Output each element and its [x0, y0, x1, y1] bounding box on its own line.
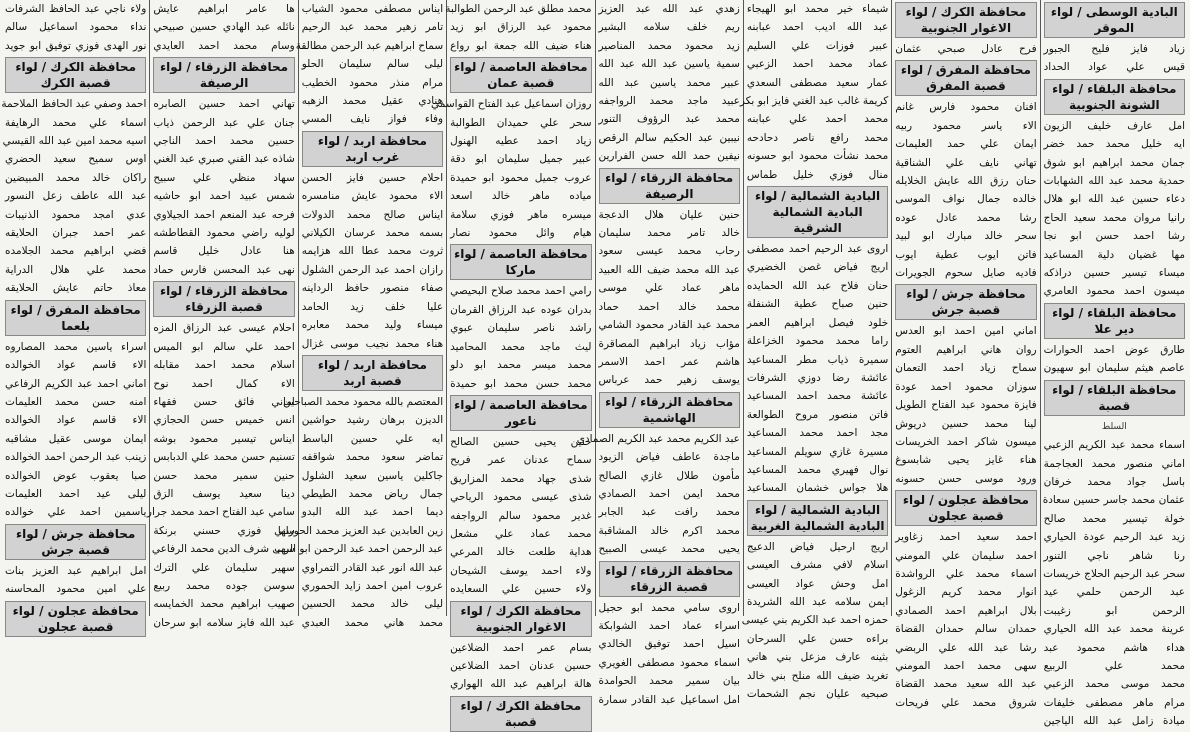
name-entry: دعاء حسين عبد الله ابو هلال	[1043, 193, 1185, 206]
name-entry: طارق عوض احمد الحوارات	[1043, 343, 1185, 356]
name-entry: مرام منذر محمود الخطيب	[301, 76, 444, 89]
name-entry: ميسره ماهر فوزي سلامة	[450, 208, 592, 221]
name-entry: حنان رزق الله عايش الخلايله	[895, 175, 1037, 188]
name-entry: ثروت محمد عطا الله هزايمه	[301, 245, 444, 258]
name-entry: تهاني احمد حسين الصابره	[153, 98, 295, 111]
name-entry: اسراء عماد احمد الشوابكة	[598, 619, 740, 632]
name-entry: اسيل احمد توفيق الخالدي	[598, 638, 740, 651]
name-entry: بلال ابراهيم احمد الصمادي	[895, 604, 1037, 617]
name-entry: رنا شاهر ناجي التنور	[1043, 549, 1185, 562]
name-entry: رانيا مروان محمد سعيد الحاج	[1043, 211, 1185, 224]
region-header: محافظة العاصمة / لواء ناعور	[450, 395, 591, 431]
name-entry: علي امين محمود المحاسنه	[5, 583, 147, 596]
name-entry: محمد احمد علي عبابنه	[746, 113, 889, 126]
name-entry: عدي امجد محمود الذنيبات	[5, 208, 147, 221]
name-entry: ولاء ناجي عبد الحافظ الشرفات	[5, 3, 147, 15]
name-entry: اروى عبد الرحيم احمد مصطفى	[746, 243, 889, 256]
name-entry: خالد تامر محمد سليمان	[598, 227, 740, 240]
name-entry: ايه خليل محمد حمد خضر	[1043, 138, 1185, 151]
name-entry: مأمون طلال غازي الصالح	[598, 469, 740, 482]
name-entry: هناء ضيف الله جمعة ابو رواع	[450, 39, 592, 52]
name-entry: اسماء محمود مصطفى الغويري	[598, 656, 740, 669]
name-entry: زيد عبد الرحيم عودة الحياري	[1043, 531, 1185, 544]
name-entry: نداء محمود اسماعيل سالم	[5, 21, 147, 34]
name-entry: ميساء تيسير حسين دراذكه	[1043, 267, 1185, 280]
name-entry: حنان فلاح عبد الله الحمايده	[746, 279, 889, 292]
region-header: محافظة الزرقاء / لواء قصبة الزرقاء	[153, 281, 294, 317]
name-entry: الاء كمال احمد نوح	[153, 377, 295, 390]
name-entry: كريمة غالب عبد الغني فايز ابو بكر	[739, 95, 889, 108]
region-header: محافظة الزرقاء / لواء الرصيفة	[599, 168, 740, 204]
name-entry: فايزة محمود عبد الفتاح الطويل	[895, 399, 1037, 412]
name-entry: صبا يعقوب عوض الخوالده	[5, 469, 147, 482]
region-header: محافظة جرش / لواء قصبة جرش	[5, 524, 146, 560]
name-entry: احلام عيسى عبد الرزاق المزه	[153, 322, 295, 335]
name-entry: عبد الله عاطف زعل النسور	[5, 190, 147, 203]
name-column	[576, 0, 743, 706]
region-subheader: السلط	[1101, 421, 1127, 432]
region-header: محافظة الزرقاء / لواء قصبة الزرقاء	[599, 561, 740, 597]
name-entry: روان هاني ابراهيم العتوم	[895, 343, 1037, 356]
name-entry: امل اسماعيل عبد القادر سمارة	[598, 693, 740, 706]
name-entry: محمد مطلق عبد الرحمن الطوالبة	[445, 3, 592, 15]
name-entry: عثمان محمد جاسر حسين سعادة	[1042, 494, 1185, 507]
name-entry: بيان سمير محمد الحوامدة	[598, 675, 740, 688]
name-entry: عمار سعيد مصطفى السعدي	[746, 76, 889, 89]
region-header: محافظة العاصمة / لواء ماركا	[450, 244, 591, 280]
name-entry: ريم خلف سلامه البشير	[598, 21, 740, 34]
name-entry: انس خميس حسن الحجازي	[153, 414, 295, 427]
name-entry: الاء ياسر محمود ربيه	[895, 119, 1037, 132]
name-entry: عبير جميل سليمان ابو دقة	[450, 153, 592, 166]
name-entry: عبد الرحمن احمد عبد الرحمن ابو الرب	[274, 543, 444, 556]
region-header: البادية الوسطى / لواء الموقر	[1044, 2, 1185, 38]
name-entry: اماني منصور محمد العجاجمة	[1043, 457, 1185, 470]
name-entry: بثينه عارف مزعل بني هاني	[746, 651, 889, 664]
name-entry: محمد علي هلال الدراية	[5, 263, 147, 276]
name-entry: ايناس مصطفى محمود الشياب	[301, 3, 444, 15]
name-entry: تهاني نايف علي الشناقية	[895, 156, 1037, 169]
region-header: محافظة الكرك / لواء قصبة	[450, 696, 591, 732]
name-entry: وفاء فواز نايف المسي	[301, 113, 444, 126]
name-entry: الرحمن ابو زغيبت	[1043, 604, 1185, 617]
name-entry: ميسون احمد محمود العامري	[1043, 285, 1185, 298]
name-entry: حمزه احمد عبد الكريم بني عيسى	[741, 614, 889, 627]
name-entry: شيماء خير محمد ابو الهيجاء	[746, 3, 889, 15]
name-entry: شمس عبيد احمد ابو حاشيه	[153, 190, 295, 203]
name-entry: رامي احمد محمد صلاح البحيصي	[450, 285, 592, 298]
name-entry: لوليه راضي محمود القطاطشه	[153, 227, 295, 240]
name-entry: ايناس تيسير محمود بوشه	[153, 432, 295, 445]
name-entry: مسيرة غازي سويلم المساعيد	[746, 445, 889, 458]
name-entry: احلام حسين فايز الحسن	[301, 171, 444, 184]
name-entry: ماهر عماد علي موسى	[598, 282, 740, 295]
name-entry: محمود عبد الرزاق ابو زيد	[450, 21, 592, 34]
name-entry: جمان محمد ابراهيم ابو شوق	[1043, 156, 1185, 169]
region-header: محافظة جرش / لواء قصبة جرش	[895, 284, 1036, 320]
name-entry: حنين عليان هلال الدعجة	[598, 208, 740, 221]
name-entry: اسيه محمد امين عبد الله القيسي	[2, 135, 147, 148]
name-entry: شذى عيسى محمود الرياحي	[450, 491, 592, 504]
name-entry: روزان اسماعيل عبد الفتاح القواسمي	[431, 98, 592, 111]
name-entry: انوار محمد كريم الزغول	[895, 586, 1037, 599]
name-entry: نهى عبد المحسن فارس حماد	[153, 263, 295, 276]
name-entry: عرينة محمد عبد الله الحياري	[1043, 623, 1185, 636]
name-entry: سهى شرف الدين محمد الرفاعي	[151, 543, 295, 556]
region-header: محافظة الزرقاء / لواء الهاشمية	[599, 392, 740, 428]
name-entry: اماني احمد عبد الكريم الرفاعي	[5, 377, 147, 390]
name-entry: الاء قاسم عواد الخوالده	[5, 414, 147, 427]
name-entry: اروى سامي محمد ابو حجيل	[598, 601, 740, 614]
name-entry: عاصم هيثم سليمان ابو سهيون	[1043, 362, 1185, 375]
name-entry: ياسمين احمد علي خوالده	[5, 506, 147, 519]
name-entry: مرام ماهر مصطفى خليفات	[1043, 696, 1185, 709]
name-entry: معاذ حاتم عايش الحلايقه	[5, 282, 147, 295]
name-entry: جاكلين ياسين سعيد الشلول	[301, 469, 444, 482]
name-entry: عماد محمد احمد الزعبي	[746, 58, 889, 71]
name-entry: عائشة رضا دوزي الشرفات	[746, 371, 889, 384]
name-entry: منال فوزي خليل طماس	[746, 168, 889, 181]
name-entry: زهدي عبد الله عبد العزيز	[598, 3, 740, 15]
name-entry: عبد الله محمد ضيف الله العبيد	[598, 263, 740, 276]
name-entry: سوزان محمود احمد عودة	[895, 380, 1037, 393]
name-entry: صبحيه عليان نجم الشحمات	[746, 688, 889, 700]
name-entry: حمدية محمد عبد الله الشهابات	[1043, 175, 1185, 188]
name-entry: زيد محمود محمد المناصير	[598, 39, 740, 52]
name-entry: رشا عبد الله علي الربضي	[895, 641, 1037, 654]
name-entry: عائشة محمد احمد المساعيد	[746, 390, 889, 403]
name-entry: احمد سليمان علي المومني	[895, 549, 1037, 562]
name-entry: مؤاب زياد ابراهيم المصاقرة	[598, 337, 740, 350]
name-entry: اماني فائق حسن فقهاء	[153, 395, 295, 408]
name-entry: الاء قاسم عواد الخوالده	[5, 359, 147, 372]
name-entry: شاذه عبد القني صبري عبد الغني	[153, 153, 295, 166]
name-entry: محمد اكرم خالد المشاقبة	[598, 524, 740, 537]
name-entry: سحر خالد مبارك ابو لبيد	[895, 230, 1037, 243]
name-entry: تماضر سعود محمد شواقفه	[301, 451, 444, 464]
name-entry: اسراء ياسين محمد المصاروه	[5, 340, 147, 353]
name-entry: الاء محمود عايش منامسره	[301, 190, 444, 203]
name-entry: محمد ايمن احمد الصمادي	[598, 487, 740, 500]
name-entry: بسمه محمد عرسان الكيلاني	[301, 227, 444, 240]
name-entry: ايه علي حسين الباسط	[301, 432, 444, 445]
name-entry: عبد الله سعيد محمد القضاة	[895, 678, 1037, 691]
name-entry: ها عامر ابراهيم عايش	[153, 3, 295, 15]
name-entry: ايناس صالح محمد الدولات	[301, 208, 444, 221]
name-entry: محمد حسن محمد ابو حميدة	[450, 377, 592, 390]
name-entry: محمد عبد الرؤوف التنور	[598, 113, 740, 126]
name-column	[274, 0, 446, 629]
name-entry: اريج فياض غصن الخضيري	[746, 261, 889, 274]
name-entry: الديزن برهان رشيد حواشين	[301, 414, 444, 427]
name-entry: سحر عبد الرحيم الحلاج خريسات	[1043, 567, 1185, 580]
name-entry: اريج ارحيل فياض الدعيج	[746, 540, 889, 553]
name-column	[431, 0, 594, 729]
name-entry: هناء غايز يحيى شابسوغ	[895, 454, 1037, 467]
name-entry: سميرة ذياب مطر المساعيد	[746, 353, 889, 366]
name-entry: ماجدة عاطف فياض الزيود	[598, 451, 740, 464]
name-entry: دينا سعيد يوسف الزق	[153, 487, 295, 500]
name-entry: امل وحش عواد العيسى	[746, 577, 889, 590]
name-entry: ليلى سالم سليمان الحلو	[301, 58, 444, 71]
name-entry: رحاب محمد عيسى سعود	[598, 245, 740, 258]
name-entry: فرح عادل صبحي عثمان	[895, 43, 1037, 55]
name-entry: هنا عادل خليل قاسم	[153, 245, 295, 258]
name-entry: خالده جمال نواف الموسى	[895, 193, 1037, 206]
name-entry: سماح زياد احمد التعمان	[895, 362, 1037, 375]
name-entry: اسماء علي محمد الرهايفة	[5, 116, 147, 129]
name-entry: هالة ابراهيم عبد الله الهواري	[450, 678, 592, 691]
name-entry: رازان احمد عبد الرحمن الشلول	[301, 263, 444, 276]
name-entry: نيفين حمد الله حسن الفرارين	[598, 150, 740, 163]
name-entry: محمد علي الربيع	[1043, 659, 1185, 672]
name-entry: رشا محمد عادل عوده	[895, 211, 1037, 224]
name-column	[1040, 0, 1188, 728]
name-entry: نائله عبد الهادي حسين صبيحي	[153, 21, 295, 34]
name-entry: امل ابراهيم عبد العزيز بنات	[5, 564, 147, 577]
name-entry: حمدان سالم حمدان القضاة	[895, 623, 1037, 636]
name-entry: فرحه عبد المنعم احمد الجيلاوي	[153, 208, 295, 221]
name-entry: سامي عبد الفتاح احمد محمد جرار	[146, 506, 295, 519]
region-header: محافظة المفرق / لواء قصبة المفرق	[895, 60, 1036, 96]
name-entry: ولاء حسين علي السعايده	[450, 583, 592, 596]
name-entry: محمد ميسر محمد ابو دلو	[450, 359, 592, 372]
name-entry: سماح عدنان عمر فريح	[450, 454, 592, 467]
region-header: محافظة الزرقاء / لواء الرصيفة	[153, 57, 294, 93]
name-entry: زياد احمد عطيه الهنول	[450, 135, 592, 148]
name-entry: افنان محمود فارس غانم	[895, 101, 1037, 114]
name-entry: سحر علي حميدان الطوالبة	[450, 116, 592, 129]
name-entry: عروب امين احمد زايد الحموري	[301, 579, 444, 592]
name-entry: ديما احمد عبد الله البدو	[301, 506, 444, 519]
name-entry: راما محمد محمود الخزاعلة	[746, 335, 889, 348]
name-entry: خلود فيصل ابراهيم العمر	[746, 316, 889, 329]
name-entry: عبيد ماجد محمد الرواجفه	[598, 95, 740, 108]
name-entry: فضي ابراهيم محمد الجلامده	[5, 245, 147, 258]
name-entry: فاتن ايوب عطية ايوب	[895, 248, 1037, 261]
name-entry: احمد علي سالم ابو الميس	[153, 340, 295, 353]
name-entry: غدير محمود سالم الرواجفه	[450, 509, 592, 522]
name-entry: صهيب ابراهيم محمد الخمايسه	[153, 598, 295, 611]
region-header: البادية الشمالية / لواء البادية الشمالية الغربية	[747, 500, 888, 536]
name-entry: ورود موسى حسن حسونه	[895, 472, 1037, 485]
name-entry: سماح ابراهيم عبد الرحمن مطالقة	[295, 39, 444, 52]
name-entry: هناء محمد نجيب موسى غزال	[301, 337, 444, 350]
name-entry: نوال فهيري محمد المساعيد	[746, 463, 889, 476]
name-entry: هاشم عمر احمد الاسمر	[598, 355, 740, 368]
name-entry: محمد نشأت محمود ابو حسونه	[746, 150, 889, 163]
name-entry: هلا جواس خشمان المساعيد	[746, 482, 889, 495]
name-entry: بدران عوده عبد الرزاق القرمان	[450, 303, 592, 316]
name-entry: باسل جواد محمد خرفان	[1043, 475, 1185, 488]
name-entry: محمد موسى محمد الزعبي	[1043, 678, 1185, 691]
name-entry: صفاء منصور حافظ الرداينه	[301, 282, 444, 295]
name-entry: شروق محمد علي فريحات	[895, 696, 1037, 709]
name-entry: محمد رافت عبد الجابر	[598, 506, 740, 519]
name-entry: سوسن جوده محمد ربيع	[153, 579, 295, 592]
name-entry: ايمان علي حمد العليمات	[895, 138, 1037, 151]
name-entry: اسماء محمد علي الرواشدة	[895, 567, 1037, 580]
name-entry: زياد فايز فليح الجبور	[1043, 43, 1185, 55]
name-entry: اسلام محمد احمد مقابله	[153, 359, 295, 372]
name-entry: براءه حسن علي السرحان	[746, 632, 889, 645]
name-entry: عروب جميل محمود ابو حميدة	[450, 171, 592, 184]
region-header: البادية الشمالية / لواء البادية الشمالية الشرقية	[747, 186, 888, 238]
name-entry: حسين عدنان احمد الضلاعين	[450, 659, 592, 672]
name-column	[1, 0, 149, 634]
name-entry: ميادة زامل عبد الله الياجين	[1043, 715, 1185, 728]
name-entry: ميساء وليد محمد معابره	[301, 319, 444, 332]
name-entry: حنين يحيى حسين الصالح	[450, 435, 592, 448]
name-entry: ليلى خالد محمد الحسين	[301, 598, 444, 611]
name-entry: احمد سعيد احمد زغاوير	[895, 531, 1037, 544]
name-entry: تغريد ضيف الله منلح بني خالد	[746, 669, 889, 682]
name-entry: عمر احمد جبران الحلايقه	[5, 227, 147, 240]
name-entry: وسام محمد احمد العايدي	[153, 39, 295, 52]
region-header: محافظة الكرك / لواء قصبة الكرك	[5, 57, 146, 93]
name-entry: فاديه صايل سحوم الجويرات	[895, 267, 1037, 280]
region-header: محافظة الكرك / لواء الاغوار الجنوبية	[450, 601, 591, 637]
name-entry: احمد وصفي عبد الحافظ الملاحمة	[1, 98, 147, 111]
region-header: محافظة عجلون / لواء قصبة عجلون	[895, 490, 1036, 526]
name-entry: هنادي عقيل محمد الزهبه	[301, 95, 444, 108]
name-entry: سهاد منظي علي سبيح	[153, 171, 295, 184]
region-header: محافظة الكرك / لواء الاغوار الجنوبية	[895, 2, 1036, 38]
name-entry: مياده ماهر خالد اسعد	[450, 190, 592, 203]
name-entry: عليا خلف زيد الحامد	[301, 300, 444, 313]
name-entry: راشد ناصر سليمان عبوي	[450, 322, 592, 335]
name-entry: لينا محمد حسين دريوش	[895, 417, 1037, 430]
region-header: محافظة العاصمة / لواء قصبة عمان	[450, 57, 591, 93]
region-header: محافظة المفرق / لواء بلعما	[5, 300, 146, 336]
region-header: محافظة عجلون / لواء قصبة عجلون	[5, 601, 146, 637]
name-entry: عبد الله اديب احمد عبابنه	[746, 21, 889, 34]
name-entry: راكان خالد محمد المبيضين	[5, 171, 147, 184]
name-entry: اماني امين احمد ابو العدس	[895, 325, 1037, 338]
region-header: محافظة البلقاء / لواء قصبة	[1044, 380, 1185, 416]
name-entry: محمد عماد علي مشعل	[450, 527, 592, 540]
name-entry: محمد عبد القادر محمود الشامي	[598, 319, 740, 332]
name-entry: ليث ماجد محمد المحاميد	[450, 340, 592, 353]
name-entry: هيام وائل محمود نصار	[450, 227, 592, 240]
name-entry: ليلى عيد احمد العليمات	[5, 487, 147, 500]
name-entry: حنين سمير محمد حسن	[153, 469, 295, 482]
name-entry: جنان علي عبد الرحمن ذياب	[153, 116, 295, 129]
name-entry: المعتصم بالله محمود محمد الصباحين	[283, 395, 444, 408]
name-entry: امل عارف خليف الزيون	[1043, 119, 1185, 132]
region-header: محافظة اربد / لواء قصبة اربد	[302, 355, 443, 391]
name-entry: سمية ياسين عبد الله عبد الله	[598, 58, 740, 71]
name-entry: حسين محمد احمد الناجي	[153, 135, 295, 148]
name-entry: تسنيم حسن محمد علي الدبابس	[153, 451, 295, 464]
name-entry: ايمان موسى عقيل مشاقبه	[5, 432, 147, 445]
name-entry: خولة تيسير محمد صالح	[1043, 512, 1185, 525]
name-entry: عبد الله انور عبد القادر التمراوي	[301, 561, 444, 574]
region-header: محافظة اربد / لواء غرب اربد	[302, 131, 443, 167]
name-entry: عبير محمد ياسين عبد الله	[598, 76, 740, 89]
name-entry: عبير فوزات علي السليم	[746, 39, 889, 52]
name-entry: محمد رافع ناصر دحادحه	[746, 131, 889, 144]
name-entry: قيس علي عواد الحداد	[1043, 61, 1185, 74]
name-entry: اسماء محمد عبد الكريم الزعبي	[1043, 439, 1185, 452]
name-entry: فاتن منصور مروح الطوالعة	[746, 408, 889, 421]
name-entry: عبد الرحمن حلمي عيد	[1043, 586, 1185, 599]
name-entry: سهى محمد احمد المومني	[895, 659, 1037, 672]
name-entry: نور الهدى فوزي توفيق ابو جويد	[5, 39, 147, 52]
name-entry: سهير سليمان علي الترك	[153, 561, 295, 574]
name-entry: اوس سميح سعيد الحضري	[5, 153, 147, 166]
name-entry: عبد الله فايز سلامه ابو سرحان	[153, 616, 295, 629]
name-entry: شذى جهاد محمد المزاريق	[450, 472, 592, 485]
name-entry: اسلام لافي مشرف العيسى	[746, 559, 889, 572]
name-entry: نيبين عبد الحكيم سالم الرقص	[598, 131, 740, 144]
name-entry: سها فوزي حسني برنكة	[153, 524, 295, 537]
name-entry: ولاء احمد يوسف الشيحان	[450, 564, 592, 577]
name-entry: حنين صباح عطية الشنفلة	[746, 298, 889, 311]
name-entry: هداية طلعت خالد المرعي	[450, 546, 592, 559]
name-column	[739, 0, 891, 700]
region-header: محافظة البلقاء / لواء دير علا	[1044, 303, 1185, 339]
name-entry: رشا احمد حسن ابو نجا	[1043, 230, 1185, 243]
name-entry: تامر زهير محمد عبد الرحيم	[301, 21, 444, 34]
name-entry: زينب عبد الرحمن احمد الخوالده	[5, 451, 147, 464]
name-entry: محمد هاني محمد العبدي	[301, 616, 444, 629]
name-entry: ميسون شاكر احمد الخريسات	[895, 435, 1037, 448]
name-entry: جمال رياض محمد الطيطي	[301, 487, 444, 500]
name-entry: يحيى محمد عيسى الصبيح	[598, 543, 740, 556]
name-entry: بسام عمر احمد الضلاعين	[450, 641, 592, 654]
name-entry: زين العابدين عبد العزيز محمد الحوراني	[274, 524, 444, 537]
name-entry: امنه حسن محمد العليمات	[5, 395, 147, 408]
name-entry: محمد خالد احمد حماد	[598, 300, 740, 313]
name-entry: عبد الكريم محمد عبد الكريم الصمادي	[576, 432, 740, 445]
name-column	[891, 0, 1039, 709]
region-header: محافظة البلقاء / لواء الشونة الجنوبية	[1044, 79, 1185, 115]
name-entry: مجد احمد محمد المساعيد	[746, 427, 889, 440]
name-entry: هداء هاشم محمود عبد	[1043, 641, 1185, 654]
name-entry: مها غضيان دلية المساعيد	[1043, 248, 1185, 261]
name-entry: يوسف زهير حمد عرباس	[598, 374, 740, 387]
name-entry: ايمن سلامه عبد الله الشريدة	[746, 595, 889, 608]
